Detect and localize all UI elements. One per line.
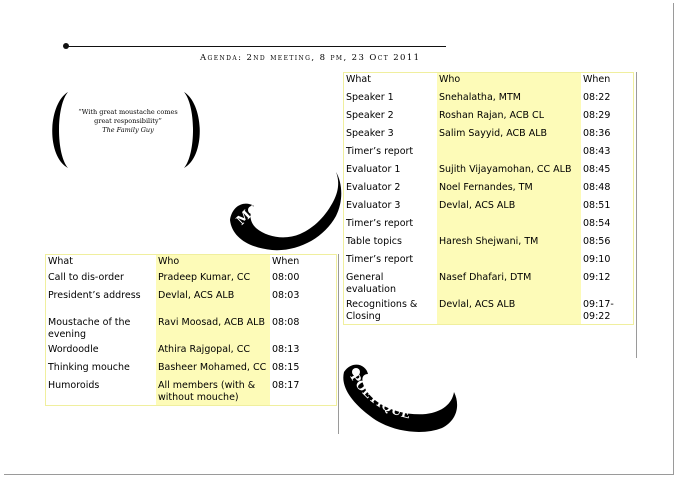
- main-table-body: [344, 73, 634, 325]
- row-what: Evaluator 1: [346, 163, 401, 175]
- row-who: All members (with & without mouche): [156, 379, 270, 406]
- table-row: [344, 199, 634, 217]
- table-row: [344, 298, 634, 325]
- table-row: [344, 181, 634, 199]
- table-row: [344, 91, 634, 109]
- row-when: 08:54: [583, 217, 611, 229]
- table-row: [344, 271, 634, 298]
- agenda-title: Agenda: 2nd meeting, 8 pm, 23 Oct 2011: [200, 53, 421, 63]
- table-row: [344, 163, 634, 181]
- row-what: Thinking mouche: [48, 361, 130, 373]
- table-row: [46, 271, 337, 289]
- row-who: Snehalatha, MTM: [437, 91, 581, 109]
- row-when: 08:15: [272, 361, 300, 373]
- row-who: Roshan Rajan, ACB CL: [437, 109, 581, 127]
- row-when: 09:17-09:22: [583, 298, 614, 322]
- row-when: 09:10: [583, 253, 611, 265]
- row-what: Table topics: [346, 235, 402, 247]
- table-row: [344, 109, 634, 127]
- row-when: 09:12: [583, 271, 611, 283]
- table-row: [46, 361, 337, 379]
- row-who: Salim Sayyid, ACB ALB: [437, 127, 581, 145]
- row-who: Pradeep Kumar, CC: [156, 271, 270, 289]
- row-what: Moustache of the evening: [48, 316, 131, 340]
- row-who: Nasef Dhafari, DTM: [437, 271, 581, 298]
- table-row: [344, 217, 634, 235]
- row-when: 08:51: [583, 199, 611, 211]
- table-row: [344, 127, 634, 145]
- row-what: Timer’s report: [346, 145, 414, 157]
- row-who: Noel Fernandes, TM: [437, 181, 581, 199]
- row-what: Evaluator 3: [346, 199, 401, 211]
- poetique-word: POETIQUE: [347, 370, 413, 422]
- table-row: [344, 253, 634, 271]
- row-what: Speaker 1: [346, 91, 394, 103]
- header-when: When: [583, 74, 611, 85]
- row-who: Basheer Mohamed, CC: [156, 361, 270, 379]
- moustache-word: MOUSTACHE: [233, 168, 334, 229]
- row-when: 08:22: [583, 91, 611, 103]
- row-what: Evaluator 2: [346, 181, 401, 193]
- row-what: General evaluation: [346, 271, 396, 295]
- row-who: Haresh Shejwani, TM: [437, 235, 581, 253]
- row-when: 08:17: [272, 379, 300, 391]
- poetique-decoration-icon: [342, 362, 462, 434]
- row-what: Timer’s report: [346, 253, 414, 265]
- quote-text: [72, 108, 184, 135]
- row-what: Humoroids: [48, 379, 100, 391]
- row-who: Ravi Moosad, ACB ALB: [156, 316, 270, 343]
- table-row: [344, 145, 634, 163]
- table-row: [46, 379, 337, 406]
- svg-text:MOUSTACHE: [234, 169, 333, 229]
- row-what: President’s address: [48, 289, 141, 301]
- table-row: [46, 343, 337, 361]
- row-when: 08:36: [583, 127, 611, 139]
- agenda-table-main: [343, 72, 634, 325]
- table-header-row: [344, 73, 634, 91]
- row-when: 08:43: [583, 145, 611, 157]
- quote-line: “With great moustache comes great responsibility”: [78, 108, 178, 125]
- agenda-table-opening: [45, 254, 337, 406]
- row-when: 08:00: [272, 271, 300, 283]
- header-what: What: [48, 256, 73, 267]
- row-who: [437, 145, 581, 163]
- header-when: When: [272, 256, 300, 267]
- table-row: [46, 289, 337, 316]
- opening-table-shadow: [338, 254, 339, 434]
- row-who: Sujith Vijayamohan, CC ALB: [437, 163, 581, 181]
- header-what: What: [346, 74, 371, 85]
- row-when: 08:03: [272, 289, 300, 301]
- row-when: 08:48: [583, 181, 611, 193]
- row-who: [437, 217, 581, 235]
- header-who: Who: [437, 73, 581, 91]
- quote-source: The Family Guy: [102, 126, 154, 134]
- table-row: [344, 235, 634, 253]
- row-when: 08:08: [272, 316, 300, 328]
- row-who: Devlal, ACS ALB: [437, 199, 581, 217]
- row-who: Athira Rajgopal, CC: [156, 343, 270, 361]
- opening-table-body: [46, 255, 337, 406]
- row-when: 08:56: [583, 235, 611, 247]
- row-what: Speaker 2: [346, 109, 394, 121]
- header-who: Who: [156, 255, 270, 271]
- row-what: Call to dis-order: [48, 271, 124, 283]
- header-rule-dot: [63, 43, 69, 49]
- row-when: 08:45: [583, 163, 611, 175]
- header-rule: [66, 46, 446, 47]
- row-what: Wordoodle: [48, 343, 99, 355]
- row-what: Timer’s report: [346, 217, 414, 229]
- row-who: [437, 253, 581, 271]
- row-who: Devlal, ACS ALB: [437, 298, 581, 325]
- quote-block: [44, 90, 208, 170]
- row-what: Speaker 3: [346, 127, 394, 139]
- row-who: Devlal, ACS ALB: [156, 289, 270, 316]
- row-when: 08:29: [583, 109, 611, 121]
- main-table-shadow: [636, 72, 637, 358]
- moustache-decoration-icon: [228, 166, 344, 254]
- table-row: [46, 316, 337, 343]
- row-when: 08:13: [272, 343, 300, 355]
- row-what: Recognitions & Closing: [346, 298, 418, 322]
- table-header-row: [46, 255, 337, 271]
